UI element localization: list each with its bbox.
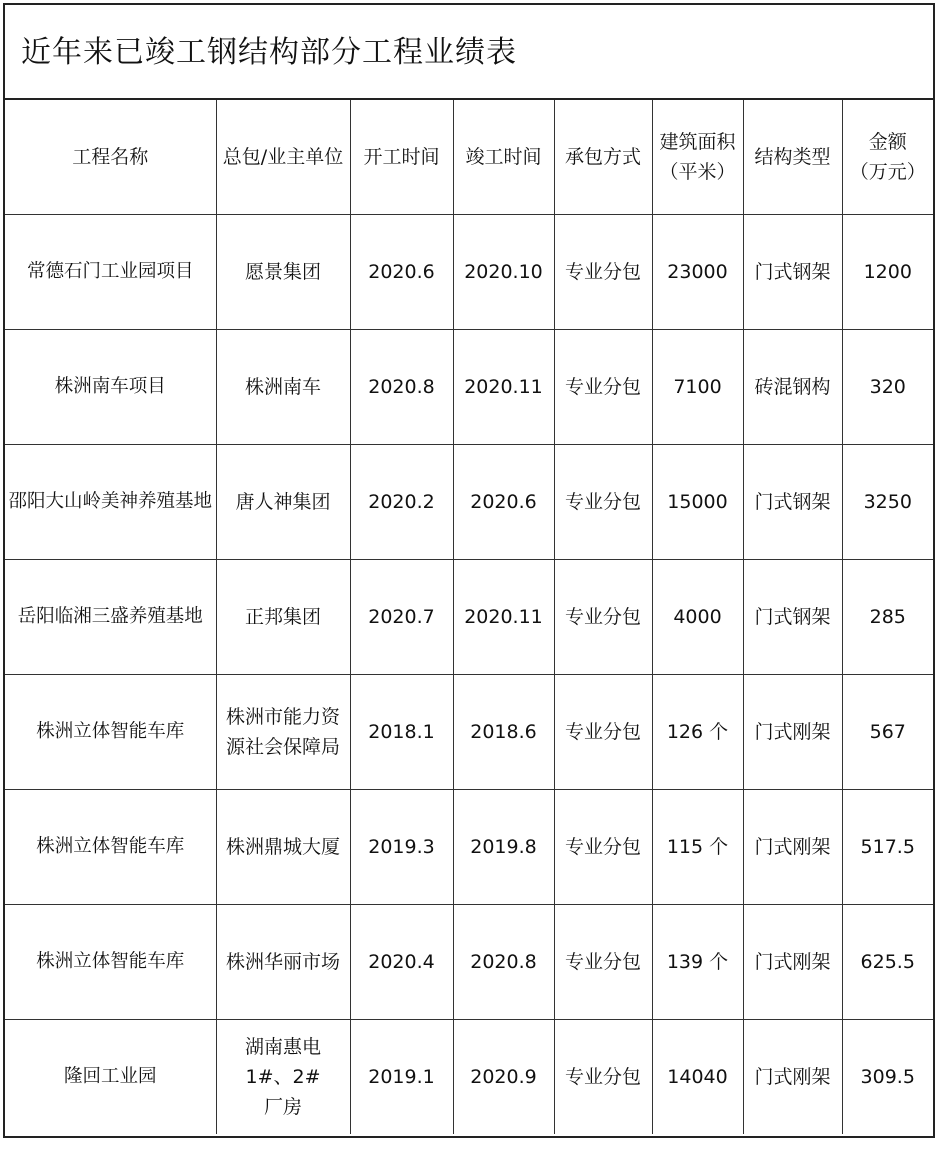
cell-area: 23000 (652, 215, 743, 330)
cell-owner (216, 215, 350, 330)
cell-project-name: 隆回工业园 (5, 1020, 216, 1135)
cell-structure-type: 门式钢架 (743, 215, 842, 330)
cell-structure-type: 门式刚架 (743, 1020, 842, 1135)
cell-contract-type: 专业分包 (554, 905, 652, 1020)
cell-owner (216, 560, 350, 675)
cell-owner-line2: 源社会保障局 (225, 736, 340, 758)
cell-owner (216, 905, 350, 1020)
cell-start-time: 2018.1 (350, 675, 453, 790)
cell-start-time: 2019.3 (350, 790, 453, 905)
header-area-line2: （平米） (659, 161, 736, 183)
cell-area: 139 个 (652, 905, 743, 1020)
cell-owner (216, 790, 350, 905)
cell-owner-line1: 株洲市能力资 (225, 706, 340, 728)
table-row (5, 445, 933, 560)
cell-project-name: 常德石门工业园项目 (5, 215, 216, 330)
cell-contract-type: 专业分包 (554, 1020, 652, 1135)
cell-owner-line1: 正邦集团 (244, 606, 321, 628)
cell-amount: 625.5 (842, 905, 933, 1020)
table-header-row (5, 100, 933, 215)
cell-end-time: 2020.8 (453, 905, 554, 1020)
header-contract-type: 承包方式 (554, 100, 652, 215)
cell-project-name: 株洲立体智能车库 (5, 905, 216, 1020)
performance-table-document (3, 3, 935, 1138)
header-amount (842, 100, 933, 215)
header-amount-line2: （万元） (849, 161, 926, 183)
cell-amount: 3250 (842, 445, 933, 560)
cell-owner (216, 445, 350, 560)
cell-owner-line1: 株洲南车 (244, 376, 321, 398)
cell-start-time: 2020.6 (350, 215, 453, 330)
cell-structure-type: 门式钢架 (743, 560, 842, 675)
cell-end-time: 2020.9 (453, 1020, 554, 1135)
table-body (5, 215, 933, 1135)
cell-end-time: 2019.8 (453, 790, 554, 905)
cell-contract-type: 专业分包 (554, 675, 652, 790)
header-area-line1: 建筑面积 (659, 131, 736, 153)
cell-end-time: 2020.10 (453, 215, 554, 330)
cell-structure-type: 门式刚架 (743, 675, 842, 790)
cell-project-name: 邵阳大山岭美神养殖基地 (5, 445, 216, 560)
cell-contract-type: 专业分包 (554, 445, 652, 560)
cell-project-name: 株洲立体智能车库 (5, 675, 216, 790)
cell-owner (216, 1020, 350, 1135)
cell-end-time: 2020.6 (453, 445, 554, 560)
header-amount-line1: 金额 (868, 131, 907, 153)
cell-area: 14040 (652, 1020, 743, 1135)
cell-owner-line1: 湖南惠电 1#、2# (244, 1036, 321, 1088)
performance-table (5, 100, 933, 1134)
header-area (652, 100, 743, 215)
cell-area: 115 个 (652, 790, 743, 905)
cell-contract-type: 专业分包 (554, 215, 652, 330)
cell-structure-type: 门式钢架 (743, 445, 842, 560)
cell-area: 126 个 (652, 675, 743, 790)
table-row (5, 560, 933, 675)
cell-start-time: 2020.8 (350, 330, 453, 445)
cell-contract-type: 专业分包 (554, 330, 652, 445)
cell-owner-line1: 株洲华丽市场 (225, 951, 340, 973)
cell-start-time: 2020.7 (350, 560, 453, 675)
table-row (5, 905, 933, 1020)
cell-structure-type: 门式刚架 (743, 905, 842, 1020)
cell-project-name: 岳阳临湘三盛养殖基地 (5, 560, 216, 675)
cell-owner-line1: 唐人神集团 (235, 491, 331, 513)
cell-amount: 517.5 (842, 790, 933, 905)
table-row (5, 1020, 933, 1135)
cell-amount: 567 (842, 675, 933, 790)
table-row (5, 215, 933, 330)
cell-contract-type: 专业分包 (554, 560, 652, 675)
header-end-time: 竣工时间 (453, 100, 554, 215)
cell-owner-line2: 厂房 (263, 1096, 302, 1118)
document-title: 近年来已竣工钢结构部分工程业绩表 (5, 5, 933, 100)
header-start-time: 开工时间 (350, 100, 453, 215)
table-row (5, 675, 933, 790)
cell-area: 15000 (652, 445, 743, 560)
cell-owner-line1: 株洲鼎城大厦 (225, 836, 340, 858)
cell-end-time: 2020.11 (453, 330, 554, 445)
cell-project-name: 株洲南车项目 (5, 330, 216, 445)
table-row (5, 790, 933, 905)
cell-start-time: 2020.4 (350, 905, 453, 1020)
cell-end-time: 2018.6 (453, 675, 554, 790)
cell-amount: 320 (842, 330, 933, 445)
cell-area: 7100 (652, 330, 743, 445)
cell-structure-type: 砖混钢构 (743, 330, 842, 445)
header-structure-type: 结构类型 (743, 100, 842, 215)
cell-owner-line1: 愿景集团 (244, 261, 321, 283)
cell-structure-type: 门式刚架 (743, 790, 842, 905)
cell-amount: 285 (842, 560, 933, 675)
cell-amount: 1200 (842, 215, 933, 330)
cell-amount: 309.5 (842, 1020, 933, 1135)
cell-area: 4000 (652, 560, 743, 675)
cell-start-time: 2020.2 (350, 445, 453, 560)
cell-contract-type: 专业分包 (554, 790, 652, 905)
cell-owner (216, 675, 350, 790)
cell-owner (216, 330, 350, 445)
cell-start-time: 2019.1 (350, 1020, 453, 1135)
header-owner: 总包/业主单位 (216, 100, 350, 215)
header-project-name: 工程名称 (5, 100, 216, 215)
cell-project-name: 株洲立体智能车库 (5, 790, 216, 905)
cell-end-time: 2020.11 (453, 560, 554, 675)
table-row (5, 330, 933, 445)
